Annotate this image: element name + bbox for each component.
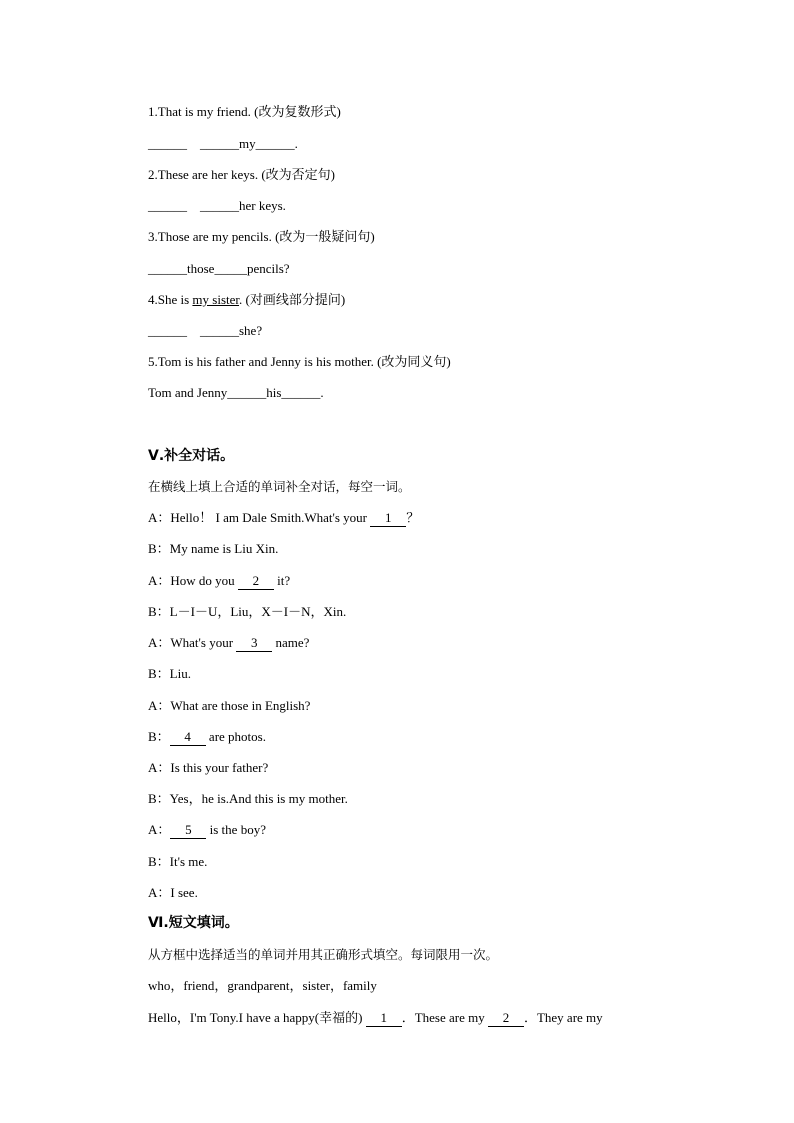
word-box: who，friend，grandparent，sister，family [148,978,377,993]
dialogue-line: A：How do you 2 it? [148,573,291,588]
dialogue-line: A： 5 is the boy? [148,822,266,837]
dialogue-line: A：I see. [148,885,198,900]
dialogue-blank-1: 1 [370,510,406,527]
section-heading-6: Ⅵ.短文填词。 [148,915,239,931]
dialogue-line: B：L－I－U，Liu，X－I－N，Xin. [148,604,347,619]
question-5: 5.Tom is his father and Jenny is his mother. (改为同义句) [148,354,451,369]
question-4: 4.She is my sister. (对画线部分提问) [148,292,346,307]
section-heading-5: Ⅴ.补全对话。 [148,448,235,464]
passage-blank-2: 2 [488,1010,524,1027]
dialogue-line: A：Hello！ I am Dale Smith.What's your 1 ？ [148,510,420,525]
answer-line-2: ______ ______her keys. [148,198,286,213]
answer-line-5: Tom and Jenny______his______. [148,385,324,400]
dialogue-blank-2: 2 [238,573,274,590]
dialogue-line: B：Liu. [148,666,191,681]
section-instruction-6: 从方框中选择适当的单词并用其正确形式填空。每词限用一次。 [148,947,499,962]
dialogue-line: A：What's your 3 name? [148,635,310,650]
underlined-phrase: my sister [192,292,240,307]
dialogue-line: B： 4 are photos. [148,729,266,744]
question-1: 1.That is my friend. (改为复数形式) [148,104,341,119]
dialogue-line: B：It's me. [148,854,208,869]
passage-blank-1: 1 [366,1010,402,1027]
question-3: 3.Those are my pencils. (改为一般疑问句) [148,229,375,244]
passage-line: Hello，I'm Tony.I have a happy(幸福的) 1 ．These are my 2 ．They are my [148,1010,603,1025]
section-instruction-5: 在横线上填上合适的单词补全对话，每空一词。 [148,479,411,494]
dialogue-line: B：My name is Liu Xin. [148,541,279,556]
dialogue-blank-5: 5 [170,822,206,839]
dialogue-line: A：Is this your father? [148,760,269,775]
answer-line-1: ______ ______my______. [148,136,298,151]
dialogue-line: A：What are those in English? [148,698,311,713]
answer-line-3: ______those_____pencils? [148,261,290,276]
dialogue-blank-4: 4 [170,729,206,746]
dialogue-line: B：Yes，he is.And this is my mother. [148,791,348,806]
answer-line-4: ______ ______she? [148,323,263,338]
question-2: 2.These are her keys. (改为否定句) [148,167,335,182]
dialogue-blank-3: 3 [236,635,272,652]
